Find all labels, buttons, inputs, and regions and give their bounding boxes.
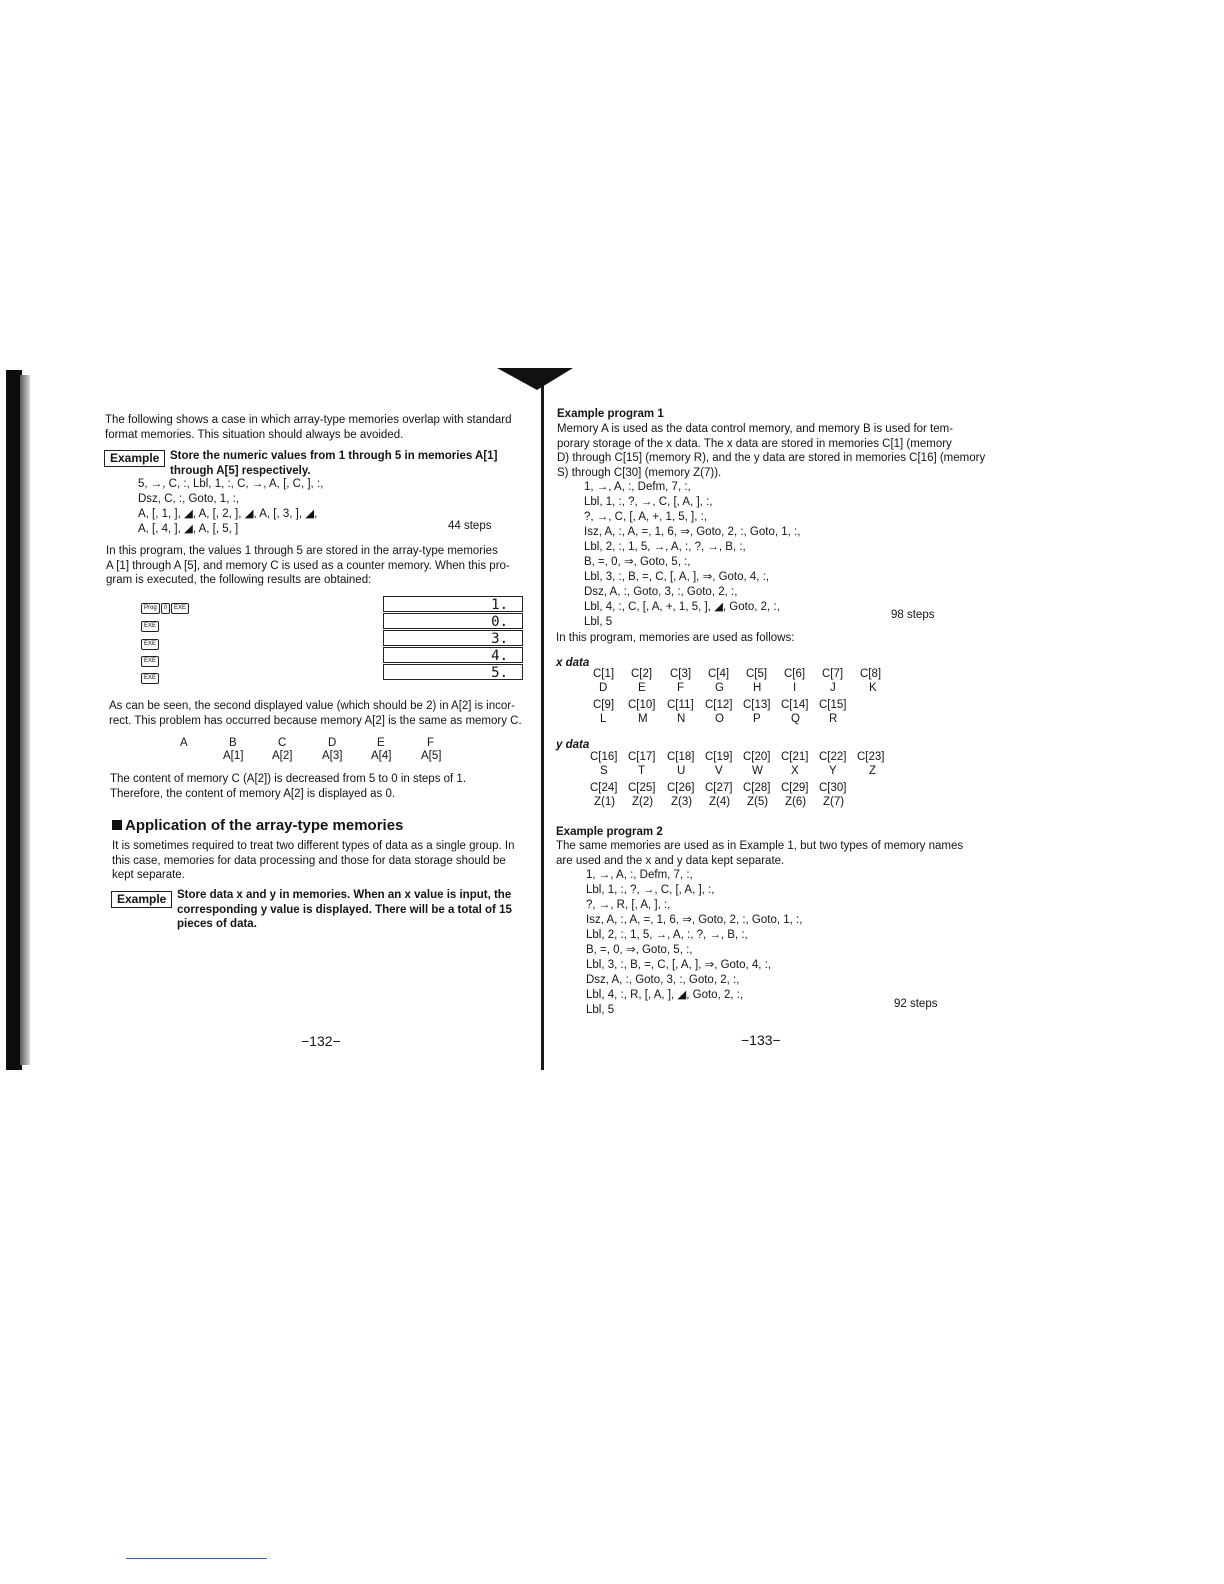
memory-letter: H <box>753 682 762 694</box>
paragraph-line: The content of memory C (A[2]) is decreased from 5 to 0 in steps of 1. <box>110 773 467 785</box>
memory-letter: Z(4) <box>709 796 731 808</box>
example1-title <box>170 449 497 478</box>
exe-key: EXE <box>171 603 189 614</box>
memory-cell: C[17] <box>628 751 656 763</box>
memory-letter: X <box>791 765 799 777</box>
memory-letter: Q <box>791 713 800 725</box>
code-line: ?, →, C, [, A, +, 1, 5, ], :, <box>584 511 708 523</box>
memory-cell: C[24] <box>590 782 618 794</box>
memory-letter: Z(7) <box>823 796 845 808</box>
display-result: 5. <box>383 664 523 680</box>
intro-line: The following shows a case in which array-type memories overlap with standard <box>105 414 512 426</box>
memory-letter: U <box>677 765 686 777</box>
paragraph-line: Therefore, the content of memory A[2] is displayed as 0. <box>110 787 396 800</box>
program2-code <box>586 868 802 1018</box>
exe-key: EXE <box>141 656 159 667</box>
memory-cell: C[25] <box>628 782 656 794</box>
code-line: Lbl, 4, :, C, [, A, +, 1, 5, ], ◢, Goto, 2, :, <box>584 601 780 613</box>
memory-cell: C[16] <box>590 751 618 763</box>
memory-letter: F <box>677 682 685 694</box>
memory-cell: C[23] <box>857 751 885 763</box>
code-line: Dsz, C, :, Goto, 1, :, <box>138 493 239 505</box>
memory-letter: B <box>229 737 237 749</box>
paragraph-line: It is sometimes required to treat two different types of data as a single group. In <box>112 840 515 852</box>
key-sequence-3 <box>141 636 160 654</box>
code-line: Lbl, 1, :, ?, →, C, [, A, ], :, <box>586 884 715 896</box>
example2-line: pieces of data. <box>177 918 257 930</box>
memory-letter: S <box>600 765 608 777</box>
example1-label: Example <box>104 449 165 467</box>
memory-cell: C[19] <box>705 751 733 763</box>
scan-edge-gradient <box>20 375 30 1065</box>
paragraph-line: D) through C[15] (memory R), and the y data are stored in memories C[16] (memory <box>557 452 986 464</box>
memory-letter: O <box>715 713 724 725</box>
memory-cell: C[27] <box>705 782 733 794</box>
example2-description <box>177 888 512 932</box>
program1-description <box>557 422 985 480</box>
exe-key: EXE <box>141 639 159 650</box>
code-line: Lbl, 2, :, 1, 5, →, A, :, ?, →, B, :, <box>586 929 748 941</box>
paragraph-line: As can be seen, the second displayed value (which should be 2) in A[2] is incor- <box>109 700 515 712</box>
memory-letter: L <box>600 713 607 725</box>
paragraph-line: In this program, the values 1 through 5 are stored in the array-type memories <box>106 545 498 557</box>
explanation-paragraph <box>109 699 522 728</box>
example1-title-line: through A[5] respectively. <box>170 464 311 477</box>
key-sequence-2 <box>141 618 160 636</box>
display-result: 4. <box>383 647 523 663</box>
memory-letter: T <box>638 765 646 777</box>
memory-letter: Z <box>869 765 877 777</box>
example1-code <box>138 477 323 537</box>
code-line: 1, →, A, :, Defm, 7, :, <box>586 869 693 881</box>
memory-letter: K <box>869 682 877 694</box>
code-line: Lbl, 5 <box>584 616 613 628</box>
memory-cell: C[10] <box>628 699 656 711</box>
memory-cell: C[4] <box>708 668 730 680</box>
paragraph-line: The same memories are used as in Example 1, but two types of memory names <box>556 840 964 852</box>
memory-letter: N <box>677 713 686 725</box>
display-result: 3. <box>383 630 523 646</box>
book-gutter <box>541 380 544 1070</box>
memory-letter: P <box>753 713 761 725</box>
array-memory: A[3] <box>322 750 343 762</box>
x-data-label: x data <box>556 657 590 669</box>
memory-cell: C[11] <box>667 699 694 711</box>
memory-letter: Z(2) <box>632 796 654 808</box>
code-line: 1, →, A, :, Defm, 7, :, <box>584 481 691 493</box>
code-line: A, [, 4, ], ◢, A, [, 5, ] <box>138 523 239 535</box>
code-line: 5, →, C, :, Lbl, 1, :, C, →, A, [, C, ], :, <box>138 478 324 490</box>
program2-title: Example program 2 <box>556 826 663 838</box>
memory-cell: C[14] <box>781 699 809 711</box>
example1-title-line: Store the numeric values from 1 through 5 in memories A[1] <box>170 450 498 462</box>
memory-letter: E <box>638 682 646 694</box>
memory-cell: C[5] <box>746 668 768 680</box>
memory-letter: D <box>599 682 608 694</box>
content-paragraph <box>110 772 466 801</box>
paragraph-line: porary storage of the x data. The x data are stored in memories C[1] (memory <box>557 437 952 450</box>
code-line: Lbl, 4, :, R, [, A, ], ◢, Goto, 2, :, <box>586 989 744 1001</box>
memory-letter: Z(3) <box>671 796 693 808</box>
key-sequence-5 <box>141 670 160 688</box>
application-paragraph <box>112 839 515 883</box>
memory-letter: W <box>752 765 763 777</box>
code-line: Isz, A, :, A, =, 1, 6, ⇒, Goto, 2, :, Goto, 1, :, <box>584 526 801 538</box>
paragraph-line: S) through C[30] (memory Z(7)). <box>557 466 722 479</box>
code-line: B, =, 0, ⇒, Goto, 5, :, <box>586 944 693 956</box>
key-sequence-4 <box>141 653 160 671</box>
prog-key: Prog <box>141 603 160 614</box>
program2-steps: 92 steps <box>894 998 938 1010</box>
memory-letter: D <box>328 737 337 749</box>
memory-cell: C[3] <box>670 668 692 680</box>
program2-description <box>556 839 963 868</box>
code-line: Lbl, 2, :, 1, 5, →, A, :, ?, →, B, :, <box>584 541 746 553</box>
memory-letter: G <box>715 682 724 694</box>
memory-letter: C <box>278 737 287 749</box>
code-line: Dsz, A, :, Goto, 3, :, Goto, 2, :, <box>586 974 740 986</box>
memory-letter: Z(1) <box>594 796 616 808</box>
memory-letter: Y <box>829 765 837 777</box>
intro-line: format memories. This situation should always be avoided. <box>105 428 404 441</box>
paragraph-line: A [1] through A [5], and memory C is used as a counter memory. When this pro- <box>106 559 510 572</box>
memory-cell: C[7] <box>822 668 844 680</box>
zero-key: 0 <box>161 603 170 614</box>
paragraph-line: gram is executed, the following results are obtained: <box>106 574 372 586</box>
code-line: Lbl, 3, :, B, =, C, [, A, ], ⇒, Goto, 4, :, <box>584 571 770 583</box>
example2-line: Store data x and y in memories. When an x value is input, the <box>177 889 512 901</box>
memory-cell: C[2] <box>631 668 653 680</box>
program1-code <box>584 480 800 630</box>
y-data-label: y data <box>556 739 590 751</box>
display-result: 0. <box>383 613 523 629</box>
exe-key: EXE <box>141 621 159 632</box>
memory-letter: E <box>377 737 385 749</box>
code-line: Lbl, 5 <box>586 1004 615 1016</box>
code-line: Dsz, A, :, Goto, 3, :, Goto, 2, :, <box>584 586 738 598</box>
memory-letter: R <box>829 713 838 725</box>
memory-cell: C[22] <box>819 751 847 763</box>
page-number-right: −133− <box>741 1032 781 1048</box>
array-memory: A[2] <box>272 750 293 762</box>
program1-title: Example program 1 <box>557 408 664 420</box>
paragraph-line: kept separate. <box>112 869 185 881</box>
memory-letter: M <box>638 713 648 725</box>
code-line: Lbl, 3, :, B, =, C, [, A, ], ⇒, Goto, 4, :, <box>586 959 772 971</box>
exe-key: EXE <box>141 673 159 684</box>
code-line: Lbl, 1, :, ?, →, C, [, A, ], :, <box>584 496 713 508</box>
memory-letter: I <box>793 682 797 694</box>
program1-steps: 98 steps <box>891 609 935 621</box>
example2-label: Example <box>111 890 172 908</box>
memory-cell: C[1] <box>593 668 615 680</box>
memory-cell: C[28] <box>743 782 771 794</box>
scan-footer-line <box>126 1558 267 1559</box>
memory-letter: V <box>715 765 723 777</box>
key-sequence-1 <box>141 600 190 618</box>
gutter-wedge <box>497 368 573 390</box>
memory-cell: C[15] <box>819 699 847 711</box>
memory-cell: C[29] <box>781 782 809 794</box>
paragraph-line: this case, memories for data processing and those for data storage should be <box>112 854 506 867</box>
code-line: A, [, 1, ], ◢, A, [, 2, ], ◢, A, [, 3, ], ◢, <box>138 508 318 520</box>
code-line: B, =, 0, ⇒, Goto, 5, :, <box>584 556 691 568</box>
page-number-left: −132− <box>301 1033 341 1049</box>
example2-line: corresponding y value is displayed. There will be a total of 15 <box>177 903 512 916</box>
results-paragraph <box>106 544 510 588</box>
memory-cell: C[21] <box>781 751 809 763</box>
memory-letter: Z(5) <box>747 796 769 808</box>
memory-cell: C[12] <box>705 699 733 711</box>
code-line: Isz, A, :, A, =, 1, 6, ⇒, Goto, 2, :, Goto, 1, :, <box>586 914 803 926</box>
memory-cell: C[26] <box>667 782 695 794</box>
memory-usage-intro: In this program, memories are used as follows: <box>556 632 795 644</box>
memory-cell: C[13] <box>743 699 771 711</box>
array-memory: A[5] <box>421 750 442 762</box>
memory-cell: C[20] <box>743 751 771 763</box>
paragraph-line: Memory A is used as the data control memory, and memory B is used for tem- <box>557 423 954 435</box>
memory-cell: C[30] <box>819 782 847 794</box>
memory-cell: C[8] <box>860 668 882 680</box>
section-heading: Application of the array-type memories <box>112 817 403 834</box>
display-result: 1. <box>383 596 523 612</box>
memory-cell: C[6] <box>784 668 806 680</box>
array-memory: A[4] <box>371 750 392 762</box>
memory-cell: C[18] <box>667 751 695 763</box>
array-memory: A[1] <box>223 750 244 762</box>
memory-letter: J <box>830 682 836 694</box>
memory-letter: F <box>427 737 435 749</box>
memory-letter: A <box>180 737 188 749</box>
bullet-square-icon <box>112 820 122 830</box>
intro-paragraph <box>105 413 512 442</box>
memory-letter: Z(6) <box>785 796 807 808</box>
code-line: ?, →, R, [, A, ], :, <box>586 899 671 911</box>
example1-steps: 44 steps <box>448 520 492 532</box>
paragraph-line: are used and the x and y data kept separate. <box>556 854 785 867</box>
paragraph-line: rect. This problem has occurred because memory A[2] is the same as memory C. <box>109 714 522 727</box>
memory-cell: C[9] <box>593 699 615 711</box>
